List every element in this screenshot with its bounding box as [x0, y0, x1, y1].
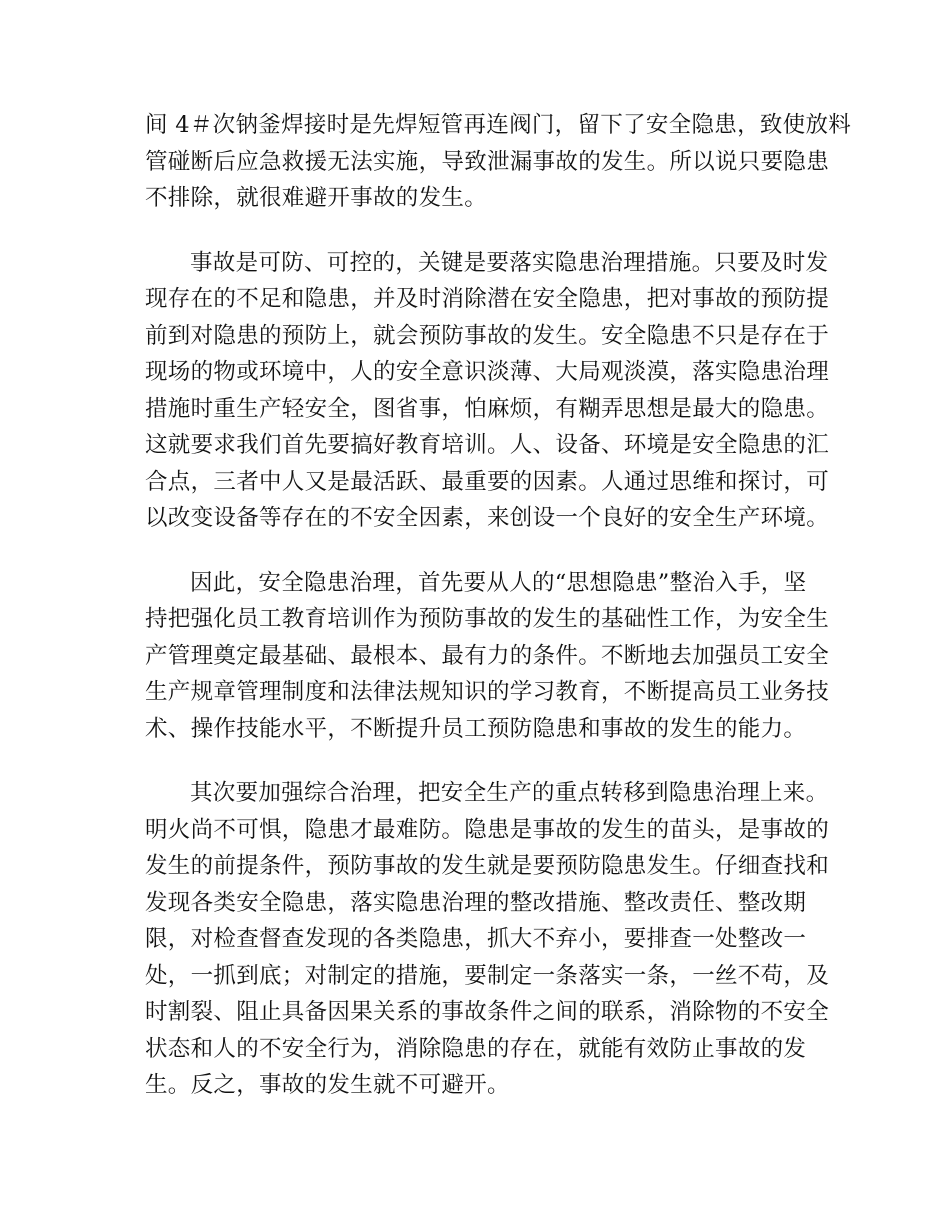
- text-line: 措施时重生产轻安全，图省事，怕麻烦，有糊弄思想是最大的隐患。: [145, 395, 830, 422]
- text-line: 明火尚不可惧，隐患才最难防。隐患是事故的发生的苗头，是事故的: [145, 816, 830, 843]
- paragraph-3: [145, 565, 830, 748]
- paragraph-spacer: [145, 537, 805, 565]
- text-line: 状态和人的不安全行为，消除隐患的存在，就能有效防止事故的发: [145, 1035, 807, 1062]
- text-line: 生。反之，事故的发生就不可避开。: [145, 1072, 510, 1098]
- text-line: 发生的前提条件，预防事故的发生就是要预防隐患发生。仔细查找和: [145, 853, 830, 879]
- text-line: 不排除，就很难避开事故的发生。: [145, 185, 488, 211]
- text-line: 现存在的不足和隐患，并及时消除潜在安全隐患，把对事故的预防提: [145, 286, 830, 312]
- text-line: 发现各类安全隐患，落实隐患治理的整改措施、整改责任、整改期: [145, 889, 807, 916]
- text-line: 以改变设备等存在的不安全因素，来创设一个良好的安全生产环境。: [145, 505, 830, 531]
- text-line: 持把强化员工教育培训作为预防事故的发生的基础性工作，为安全生: [145, 606, 830, 632]
- text-line: 间 4＃次钠釜焊接时是先焊短管再连阀门，留下了安全隐患，致使放料: [145, 112, 852, 138]
- text-line: 管碰断后应急救援无法实施，导致泄漏事故的发生。所以说只要隐患: [145, 148, 830, 175]
- paragraph-spacer: [145, 747, 805, 775]
- text-line: 其次要加强综合治理，把安全生产的重点转移到隐患治理上来。: [190, 780, 829, 806]
- text-line: 现场的物或环境中，人的安全意识淡薄、大局观淡漠，落实隐患治理: [145, 359, 830, 385]
- paragraph-4: [145, 775, 830, 1104]
- text-line: 时割裂、阻止具备因果关系的事故条件之间的联系，消除物的不安全: [145, 999, 830, 1025]
- text-line: 处，一抓到底；对制定的措施，要制定一条落实一条，一丝不苟，及: [145, 962, 830, 989]
- text-line: 术、操作技能水平，不断提升员工预防隐患和事故的发生的能力。: [145, 715, 807, 742]
- document-body: [145, 107, 852, 1104]
- text-line: 这就要求我们首先要搞好教育培训。人、设备、环境是安全隐患的汇: [145, 432, 830, 458]
- text-line: 产管理奠定最基础、最根本、最有力的条件。不断地去加强员工安全: [145, 642, 830, 669]
- text-line: 事故是可防、可控的，关键是要落实隐患治理措施。只要及时发: [190, 249, 829, 276]
- text-line: 限，对检查督查发现的各类隐患，抓大不弃小，要排查一处整改一: [145, 926, 807, 952]
- text-line: 因此，安全隐患治理，首先要从人的“思想隐患”整治入手，坚: [190, 569, 807, 596]
- text-line: 生产规章管理制度和法律法规知识的学习教育，不断提高员工业务技: [145, 679, 830, 705]
- text-line: 前到对隐患的预防上，就会预防事故的发生。安全隐患不只是存在于: [145, 322, 830, 349]
- paragraph-spacer: [145, 217, 805, 245]
- paragraph-2: [145, 245, 830, 537]
- text-line: 合点，三者中人又是最活跃、最重要的因素。人通过思维和探讨，可: [145, 468, 830, 495]
- paragraph-1: [145, 107, 852, 217]
